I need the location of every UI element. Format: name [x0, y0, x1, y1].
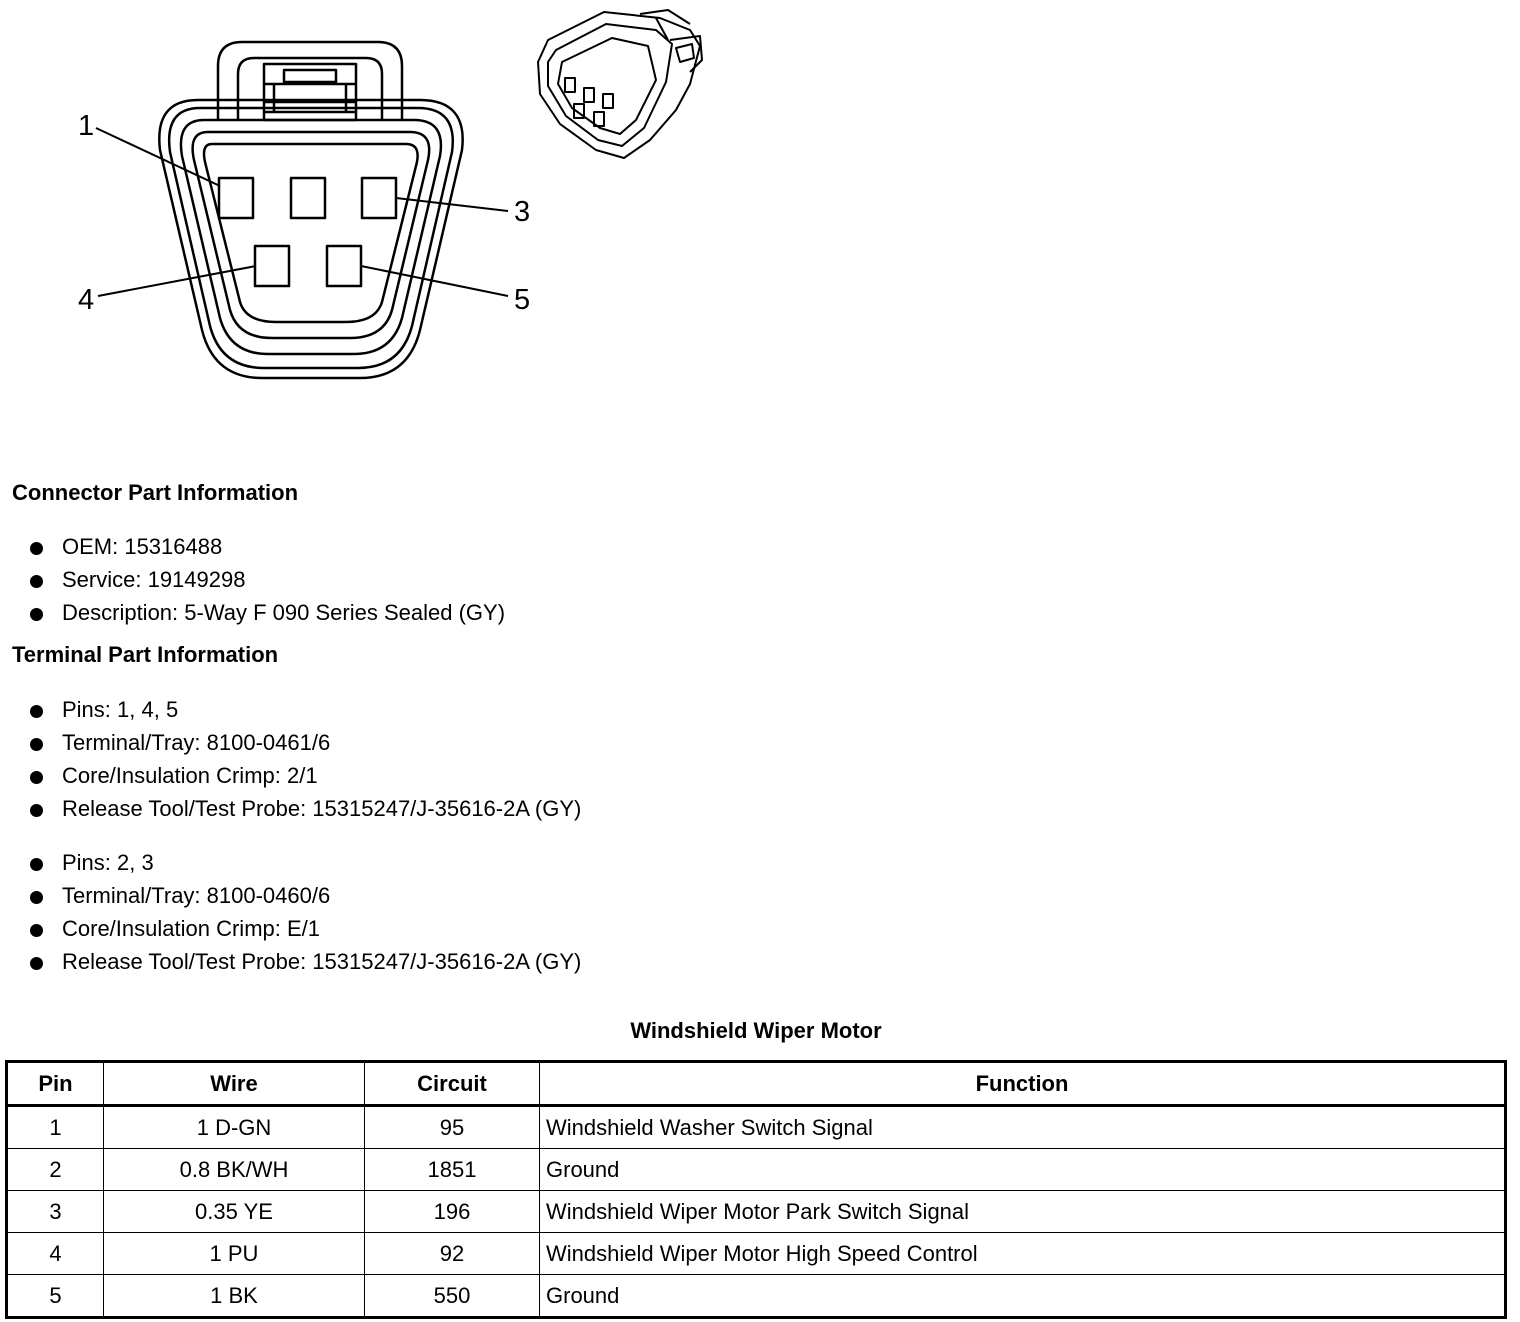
- table-row: [7, 1191, 1506, 1233]
- cell-function: Windshield Washer Switch Signal: [540, 1106, 1506, 1149]
- list-item: Terminal/Tray: 8100-0460/6: [30, 885, 581, 918]
- pin-label-3: 3: [514, 196, 531, 228]
- cell-circuit: 196: [365, 1191, 540, 1233]
- bullet-icon: [30, 542, 43, 555]
- list-item: Release Tool/Test Probe: 15315247/J-35616-2A (GY): [30, 951, 581, 984]
- cavity-5: [327, 246, 361, 286]
- list-item: OEM: 15316488: [30, 536, 505, 569]
- bullet-icon: [30, 858, 43, 871]
- list-item: Release Tool/Test Probe: 15315247/J-35616-2A (GY): [30, 798, 581, 831]
- cell-wire: 1 BK: [104, 1275, 365, 1318]
- bullet-icon: [30, 608, 43, 621]
- connector-3d-icon: [538, 10, 702, 158]
- cell-pin: 5: [7, 1275, 104, 1318]
- terminal-info-list-b: [30, 852, 581, 984]
- pin-label-1: 1: [78, 110, 95, 142]
- column-header-circuit: Circuit: [365, 1062, 540, 1106]
- column-header-wire: Wire: [104, 1062, 365, 1106]
- cavity-1: [219, 178, 253, 218]
- list-item: Description: 5-Way F 090 Series Sealed (GY): [30, 602, 505, 635]
- bullet-icon: [30, 771, 43, 784]
- bullet-icon: [30, 738, 43, 751]
- cell-function: Windshield Wiper Motor Park Switch Signal: [540, 1191, 1506, 1233]
- list-item: Service: 19149298: [30, 569, 505, 602]
- cell-function: Windshield Wiper Motor High Speed Control: [540, 1233, 1506, 1275]
- list-item: Pins: 1, 4, 5: [30, 699, 581, 732]
- cell-wire: 1 PU: [104, 1233, 365, 1275]
- bullet-icon: [30, 705, 43, 718]
- list-item: Core/Insulation Crimp: E/1: [30, 918, 581, 951]
- cell-function: Ground: [540, 1275, 1506, 1318]
- cell-circuit: 1851: [365, 1149, 540, 1191]
- cell-wire: 0.8 BK/WH: [104, 1149, 365, 1191]
- cell-wire: 1 D-GN: [104, 1106, 365, 1149]
- cavity-4: [255, 246, 289, 286]
- cell-pin: 1: [7, 1106, 104, 1149]
- bullet-icon: [30, 924, 43, 937]
- column-header-pin: Pin: [7, 1062, 104, 1106]
- cavity-2: [291, 178, 325, 218]
- connector-info-list: [30, 536, 505, 635]
- cell-wire: 0.35 YE: [104, 1191, 365, 1233]
- cell-circuit: 550: [365, 1275, 540, 1318]
- terminal-info-list-a: [30, 699, 581, 831]
- table-row: [7, 1233, 1506, 1275]
- connector-info-heading: Connector Part Information: [12, 480, 299, 505]
- bullet-icon: [30, 891, 43, 904]
- table-row: [7, 1106, 1506, 1149]
- bullet-icon: [30, 957, 43, 970]
- connector-face-drawing: [0, 0, 760, 420]
- pin-label-4: 4: [78, 284, 95, 316]
- list-item: Terminal/Tray: 8100-0461/6: [30, 732, 581, 765]
- cavity-3: [362, 178, 396, 218]
- cell-pin: 2: [7, 1149, 104, 1191]
- table-header-row: [7, 1062, 1506, 1106]
- cell-pin: 3: [7, 1191, 104, 1233]
- bullet-icon: [30, 575, 43, 588]
- table-row: [7, 1275, 1506, 1318]
- pin-label-5: 5: [514, 284, 531, 316]
- table-title: Windshield Wiper Motor: [630, 1018, 882, 1043]
- terminal-info-heading: Terminal Part Information: [12, 642, 279, 667]
- list-item: Core/Insulation Crimp: 2/1: [30, 765, 581, 798]
- column-header-function: Function: [540, 1062, 1506, 1106]
- table-row: [7, 1149, 1506, 1191]
- cell-pin: 4: [7, 1233, 104, 1275]
- pinout-table: [5, 1060, 1507, 1319]
- connector-diagram: [0, 0, 760, 420]
- bullet-icon: [30, 804, 43, 817]
- cell-circuit: 92: [365, 1233, 540, 1275]
- list-item: Pins: 2, 3: [30, 852, 581, 885]
- cell-circuit: 95: [365, 1106, 540, 1149]
- cell-function: Ground: [540, 1149, 1506, 1191]
